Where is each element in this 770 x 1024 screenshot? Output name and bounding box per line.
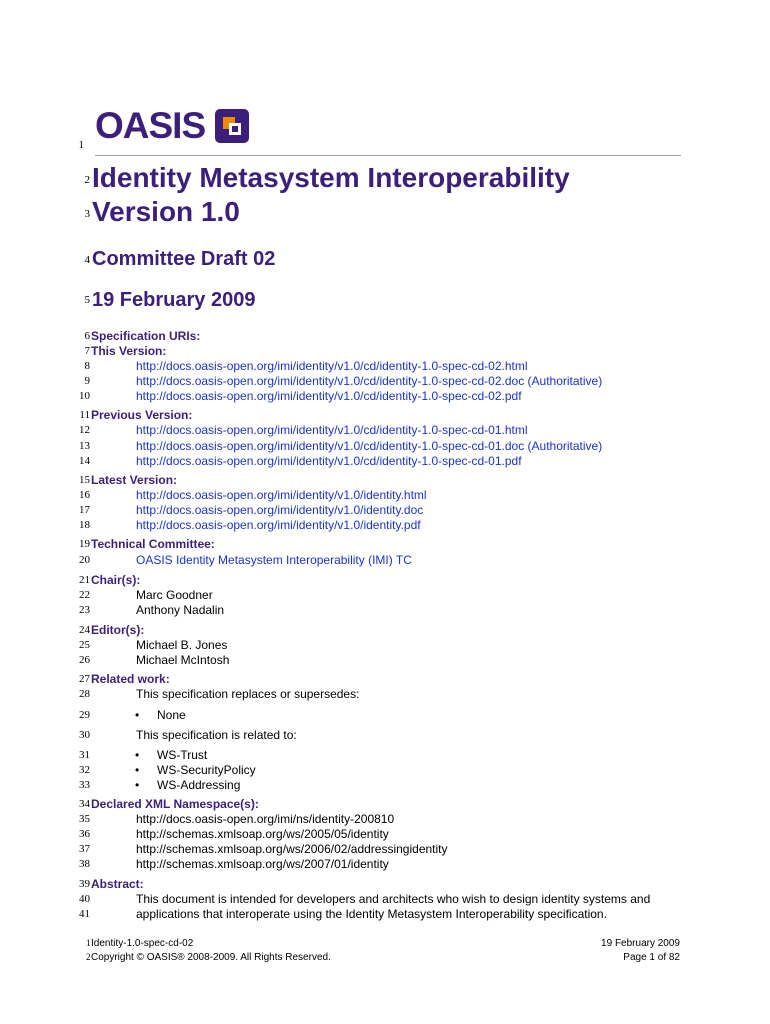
this-version-label: This Version: (91, 344, 167, 358)
line-number: 36 (79, 828, 90, 840)
line-number: 32 (79, 764, 90, 776)
line-number: 8 (84, 360, 90, 372)
latest-version-link-html[interactable]: http://docs.oasis-open.org/imi/identity/v1.0/identity.html (136, 488, 427, 502)
line-number: 13 (79, 440, 90, 452)
previous-version-label: Previous Version: (91, 408, 193, 422)
footer-doc-id: Identity-1.0-spec-cd-02 (91, 938, 194, 949)
namespaces-label: Declared XML Namespace(s): (91, 797, 259, 811)
chairs-label: Chair(s): (91, 573, 141, 587)
list-item: • WS-SecurityPolicy (135, 763, 256, 777)
line-number: 21 (79, 574, 90, 586)
document-title: Identity Metasystem Interoperability (92, 162, 570, 193)
previous-version-link-html[interactable]: http://docs.oasis-open.org/imi/identity/v1.0/cd/identity-1.0-spec-cd-01.html (136, 423, 528, 437)
line-number: 7 (84, 345, 90, 357)
this-version-link-doc[interactable]: http://docs.oasis-open.org/imi/identity/v1.0/cd/identity-1.0-spec-cd-02.doc (Authoritative) (136, 374, 603, 388)
line-number: 2 (84, 174, 90, 186)
footer-date: 19 February 2009 (601, 938, 680, 949)
list-item: • WS-Trust (135, 748, 208, 762)
spec-uris-label: Specification URIs: (91, 329, 201, 343)
line-number: 19 (79, 538, 90, 550)
line-number: 33 (79, 779, 90, 791)
namespace-item: http://schemas.xmlsoap.org/ws/2005/05/identity (136, 827, 389, 841)
line-number: 10 (79, 390, 90, 402)
line-number: 14 (79, 455, 90, 467)
document-date: 19 February 2009 (92, 289, 256, 311)
editor-name: Michael B. Jones (136, 638, 228, 652)
oasis-logo (95, 106, 249, 146)
oasis-logo-text: OASIS (95, 105, 206, 146)
line-number: 12 (79, 424, 90, 436)
line-number: 30 (79, 729, 90, 741)
namespace-item: http://docs.oasis-open.org/imi/ns/identity-200810 (136, 812, 395, 826)
line-number: 41 (79, 908, 90, 920)
namespace-item: http://schemas.xmlsoap.org/ws/2006/02/addressingidentity (136, 842, 448, 856)
abstract-text: This document is intended for developers and architects who wish to design identity systems and (136, 892, 651, 906)
line-number: 28 (79, 688, 90, 700)
latest-version-label: Latest Version: (91, 473, 178, 487)
previous-version-link-pdf[interactable]: http://docs.oasis-open.org/imi/identity/v1.0/cd/identity-1.0-spec-cd-01.pdf (136, 454, 522, 468)
line-number: 27 (79, 673, 90, 685)
replaces-text: This specification replaces or supersedes: (136, 687, 360, 701)
line-number: 25 (79, 639, 90, 651)
abstract-label: Abstract: (91, 877, 144, 891)
footer-copyright: Copyright © OASIS® 2008-2009. All Rights Reserved. (91, 952, 331, 963)
oasis-mark-icon (215, 109, 249, 143)
this-version-link-pdf[interactable]: http://docs.oasis-open.org/imi/identity/v1.0/cd/identity-1.0-spec-cd-02.pdf (136, 389, 522, 403)
line-number: 16 (79, 489, 90, 501)
line-number: 40 (79, 893, 90, 905)
line-number: 6 (84, 330, 90, 342)
footer-line-number: 2 (86, 952, 91, 962)
line-number: 9 (84, 375, 90, 387)
line-number: 26 (79, 654, 90, 666)
related-text: This specification is related to: (136, 728, 297, 742)
line-number: 31 (79, 749, 90, 761)
line-number: 17 (79, 504, 90, 516)
line-number: 23 (79, 604, 90, 616)
line-number: 1 (78, 139, 84, 151)
line-number: 4 (84, 254, 90, 266)
this-version-link-html[interactable]: http://docs.oasis-open.org/imi/identity/v1.0/cd/identity-1.0-spec-cd-02.html (136, 359, 528, 373)
line-number: 20 (79, 554, 90, 566)
line-number: 29 (79, 709, 90, 721)
latest-version-link-doc[interactable]: http://docs.oasis-open.org/imi/identity/v1.0/identity.doc (136, 503, 424, 517)
technical-committee-label: Technical Committee: (91, 537, 215, 551)
line-number: 37 (79, 843, 90, 855)
editor-name: Michael McIntosh (136, 653, 230, 667)
latest-version-link-pdf[interactable]: http://docs.oasis-open.org/imi/identity/v1.0/identity.pdf (136, 518, 421, 532)
previous-version-link-doc[interactable]: http://docs.oasis-open.org/imi/identity/v1.0/cd/identity-1.0-spec-cd-01.doc (Authoritative) (136, 439, 603, 453)
technical-committee-link[interactable]: OASIS Identity Metasystem Interoperability (IMI) TC (136, 553, 412, 567)
list-item: • WS-Addressing (135, 778, 241, 792)
chair-name: Marc Goodner (136, 588, 213, 602)
list-item: • None (135, 708, 186, 722)
line-number: 34 (79, 798, 90, 810)
line-number: 24 (79, 624, 90, 636)
document-title-version: Version 1.0 (92, 196, 240, 227)
line-number: 38 (79, 858, 90, 870)
footer-page-number: Page 1 of 82 (623, 952, 680, 963)
line-number: 15 (79, 474, 90, 486)
line-number: 18 (79, 519, 90, 531)
footer-line-number: 1 (86, 938, 91, 948)
line-number: 35 (79, 813, 90, 825)
abstract-text: applications that interoperate using the Identity Metasystem Interoperability specification. (136, 907, 607, 921)
line-number: 5 (84, 294, 90, 306)
editors-label: Editor(s): (91, 623, 145, 637)
chair-name: Anthony Nadalin (136, 603, 225, 617)
namespace-item: http://schemas.xmlsoap.org/ws/2007/01/identity (136, 857, 389, 871)
document-status: Committee Draft 02 (92, 248, 276, 270)
line-number: 3 (84, 208, 90, 220)
line-number: 39 (79, 878, 90, 890)
line-number: 22 (79, 589, 90, 601)
header-rule (95, 155, 681, 156)
related-work-label: Related work: (91, 672, 170, 686)
line-number: 11 (79, 409, 90, 421)
